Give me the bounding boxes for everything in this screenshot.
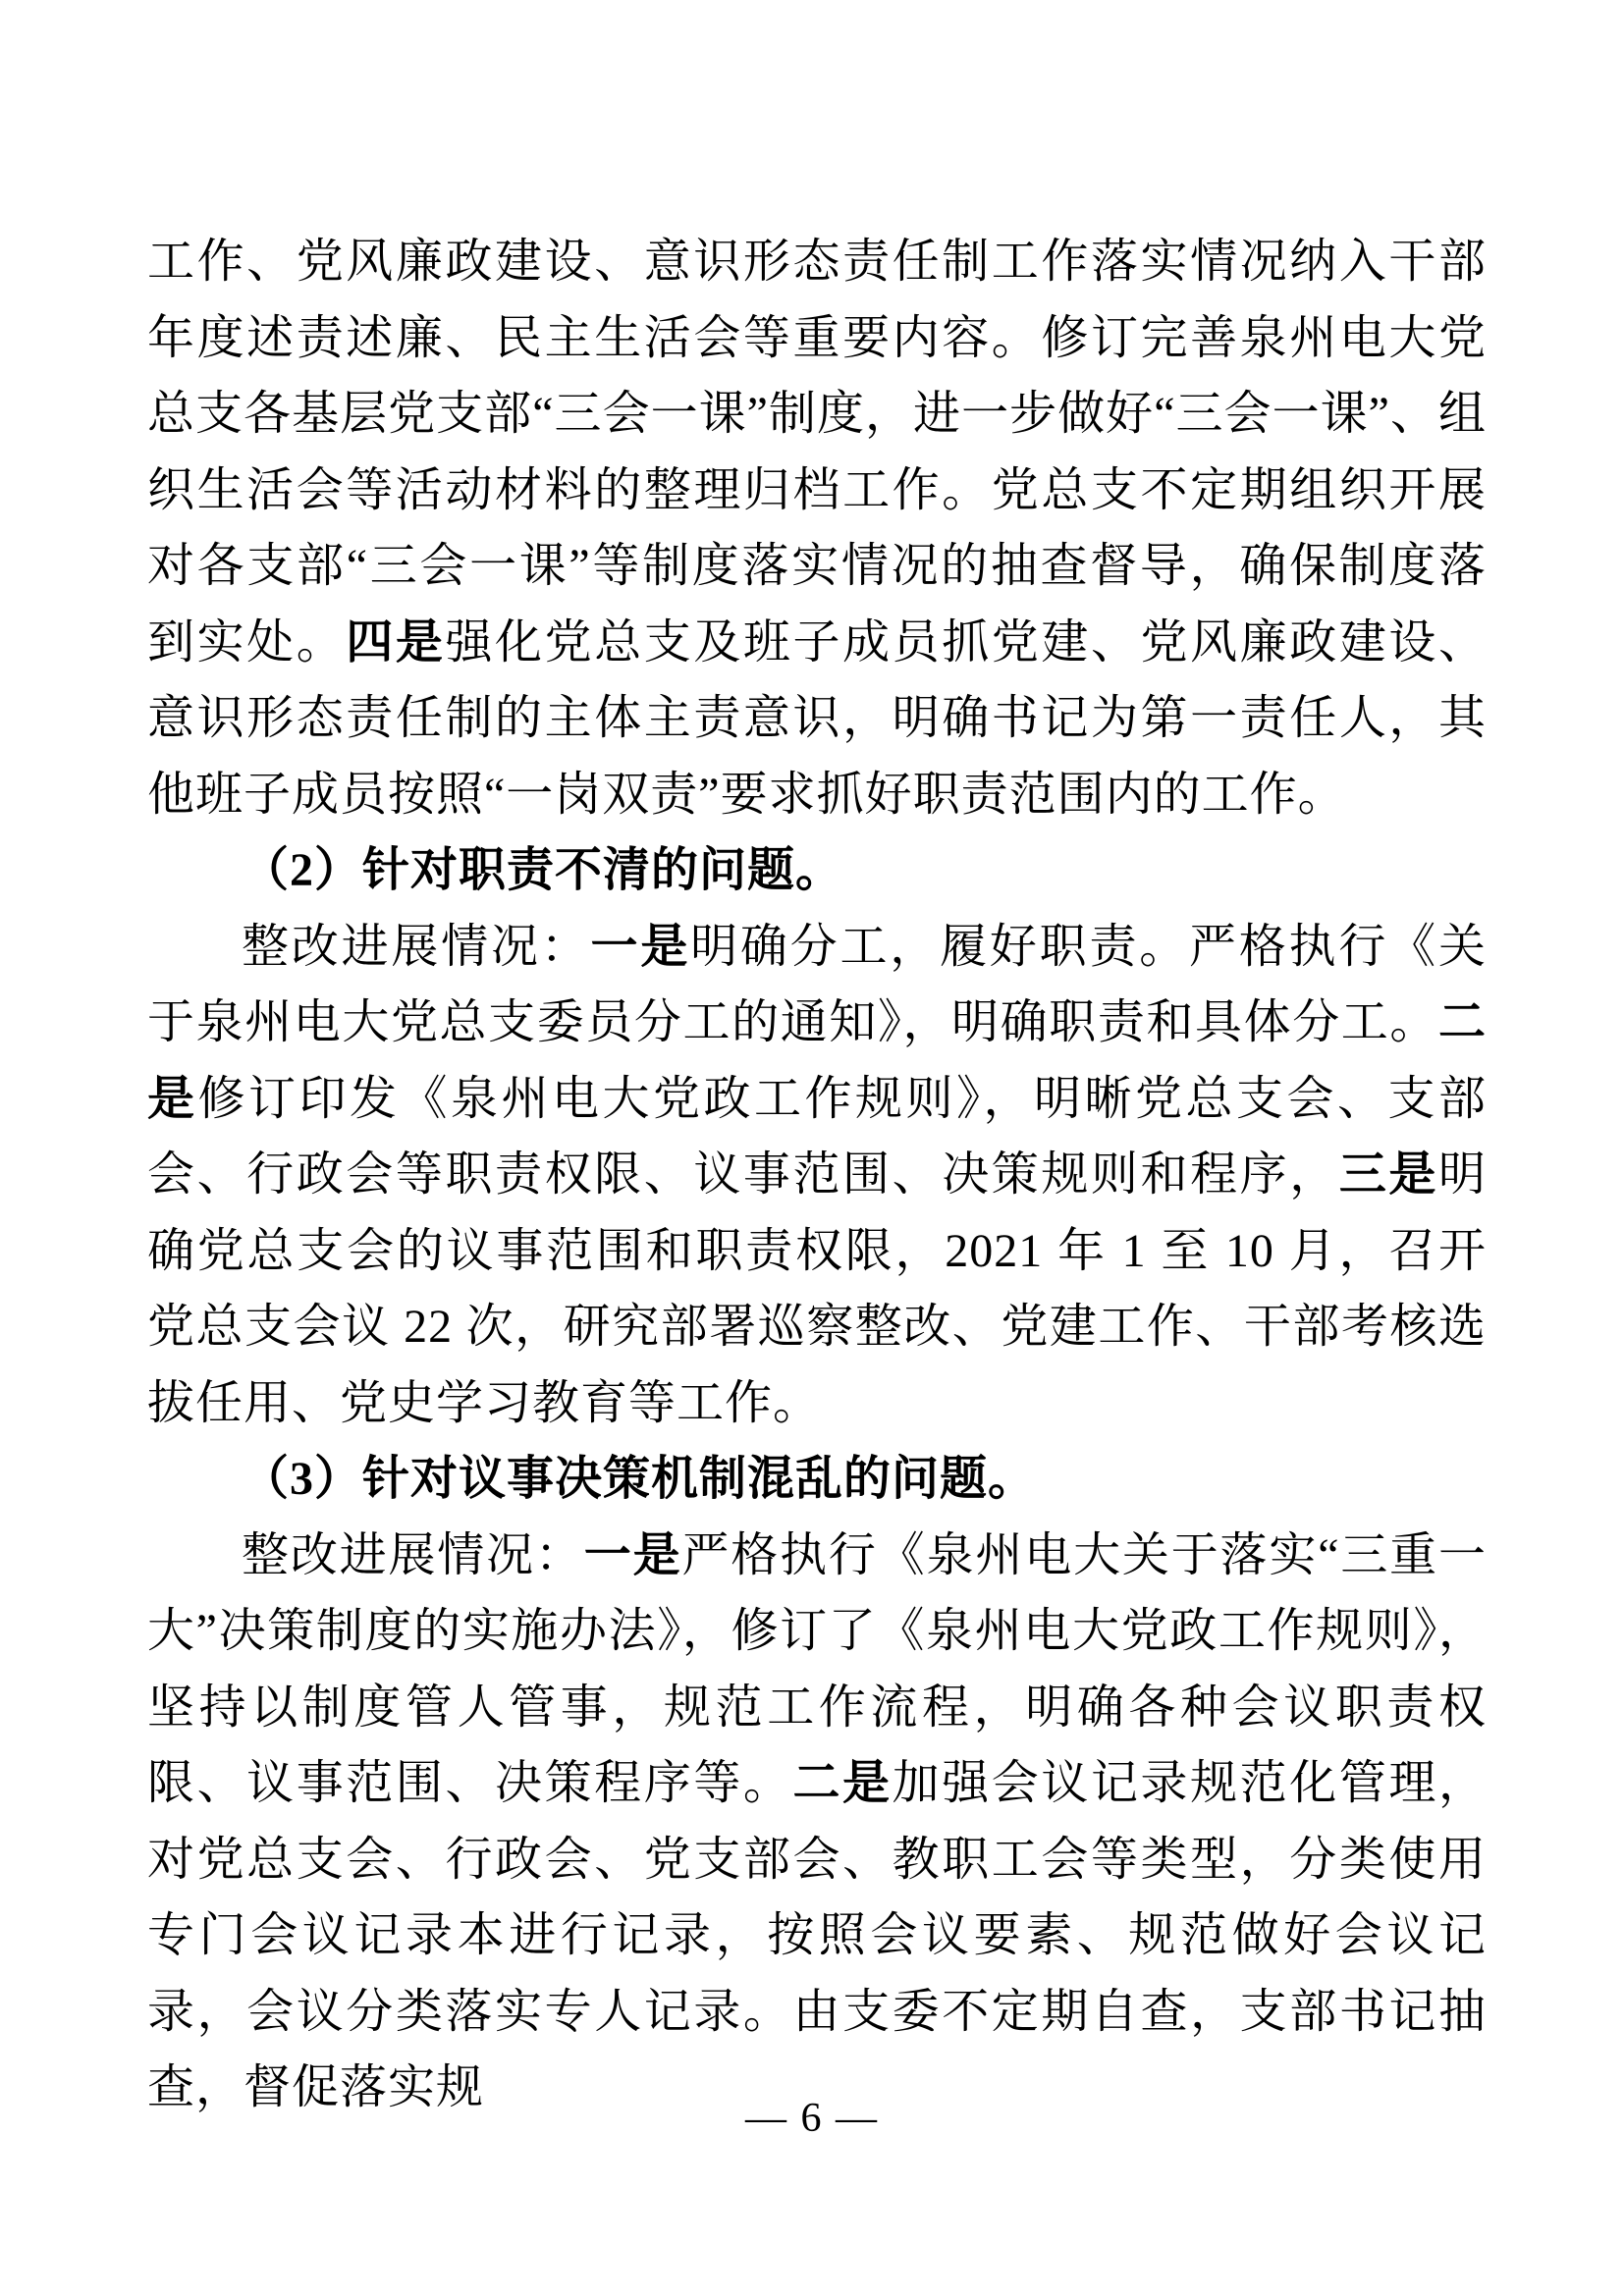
page-number: — 6 — <box>745 2096 879 2141</box>
bold-text-run: （2）针对职责不清的问题。 <box>242 844 844 896</box>
text-run: 工作、党风廉政建设、意识形态责任制工作落实情况纳入干部年度述责述廉、民主生活会等重要内容。修订完善泉州电大党总支各基层党支部“三会一课”制度，进一步做好“三会一课”、组织生活会等活动材料的整理归档工作。党总支不定期组织开展对各支部“三会一课”等制度落实情况的抽查督导，确保制度落到实处。 <box>147 236 1487 668</box>
text-run: 严格执行《泉州电大关于落实“三重一大”决策制度的实施办法》，修订了《泉州电大党政工作规则》，坚持以制度管人管事，规范工作流程，明确各种会议职责权限、议事范围、决策程序等。 <box>147 1528 1487 1809</box>
bold-text-run: 三是 <box>1338 1148 1438 1201</box>
heading-problem-2 <box>147 832 1487 909</box>
paragraph-continuation <box>147 224 1487 832</box>
bold-text-run: 四是 <box>346 615 446 668</box>
bold-text-run: 二是 <box>147 996 1487 1125</box>
text-run: 明确党总支会的议事范围和职责权限，2021 年 1 至 10 月，召开党总支会议 22 次，研究部署巡察整改、党建工作、干部考核选拔任用、党史学习教育等工作。 <box>147 1148 1487 1429</box>
document-body <box>147 224 1487 2126</box>
bold-text-run: 一是 <box>583 1528 682 1581</box>
paragraph-progress-3 <box>147 1518 1487 2126</box>
text-run: 整改进展情况： <box>242 1528 584 1581</box>
bold-text-run: （3）针对议事决策机制混乱的问题。 <box>242 1453 1037 1505</box>
text-run: 整改进展情况： <box>242 920 591 973</box>
bold-text-run: 一是 <box>590 920 691 973</box>
text-run: 修订印发《泉州电大党政工作规则》，明晰党总支会、支部会、行政会等职责权限、议事范围、决策规则和程序， <box>147 1072 1487 1201</box>
text-run: 明确分工，履好职责。严格执行《关于泉州电大党总支委员分工的通知》，明确职责和具体分工。 <box>147 920 1487 1048</box>
heading-problem-3 <box>147 1441 1487 1518</box>
bold-text-run: 二是 <box>792 1757 893 1809</box>
text-run: 强化党总支及班子成员抓党建、党风廉政建设、意识形态责任制的主体主责意识，明确书记为第一责任人，其他班子成员按照“一岗双责”要求抓好职责范围内的工作。 <box>147 615 1487 821</box>
paragraph-progress-2 <box>147 909 1487 1442</box>
text-run: 加强会议记录规范化管理，对党总支会、行政会、党支部会、教职工会等类型，分类使用专门会议记录本进行记录，按照会议要素、规范做好会议记录，会议分类落实专人记录。由支委不定期自查，支部书记抽查，督促落实规 <box>147 1757 1487 2113</box>
